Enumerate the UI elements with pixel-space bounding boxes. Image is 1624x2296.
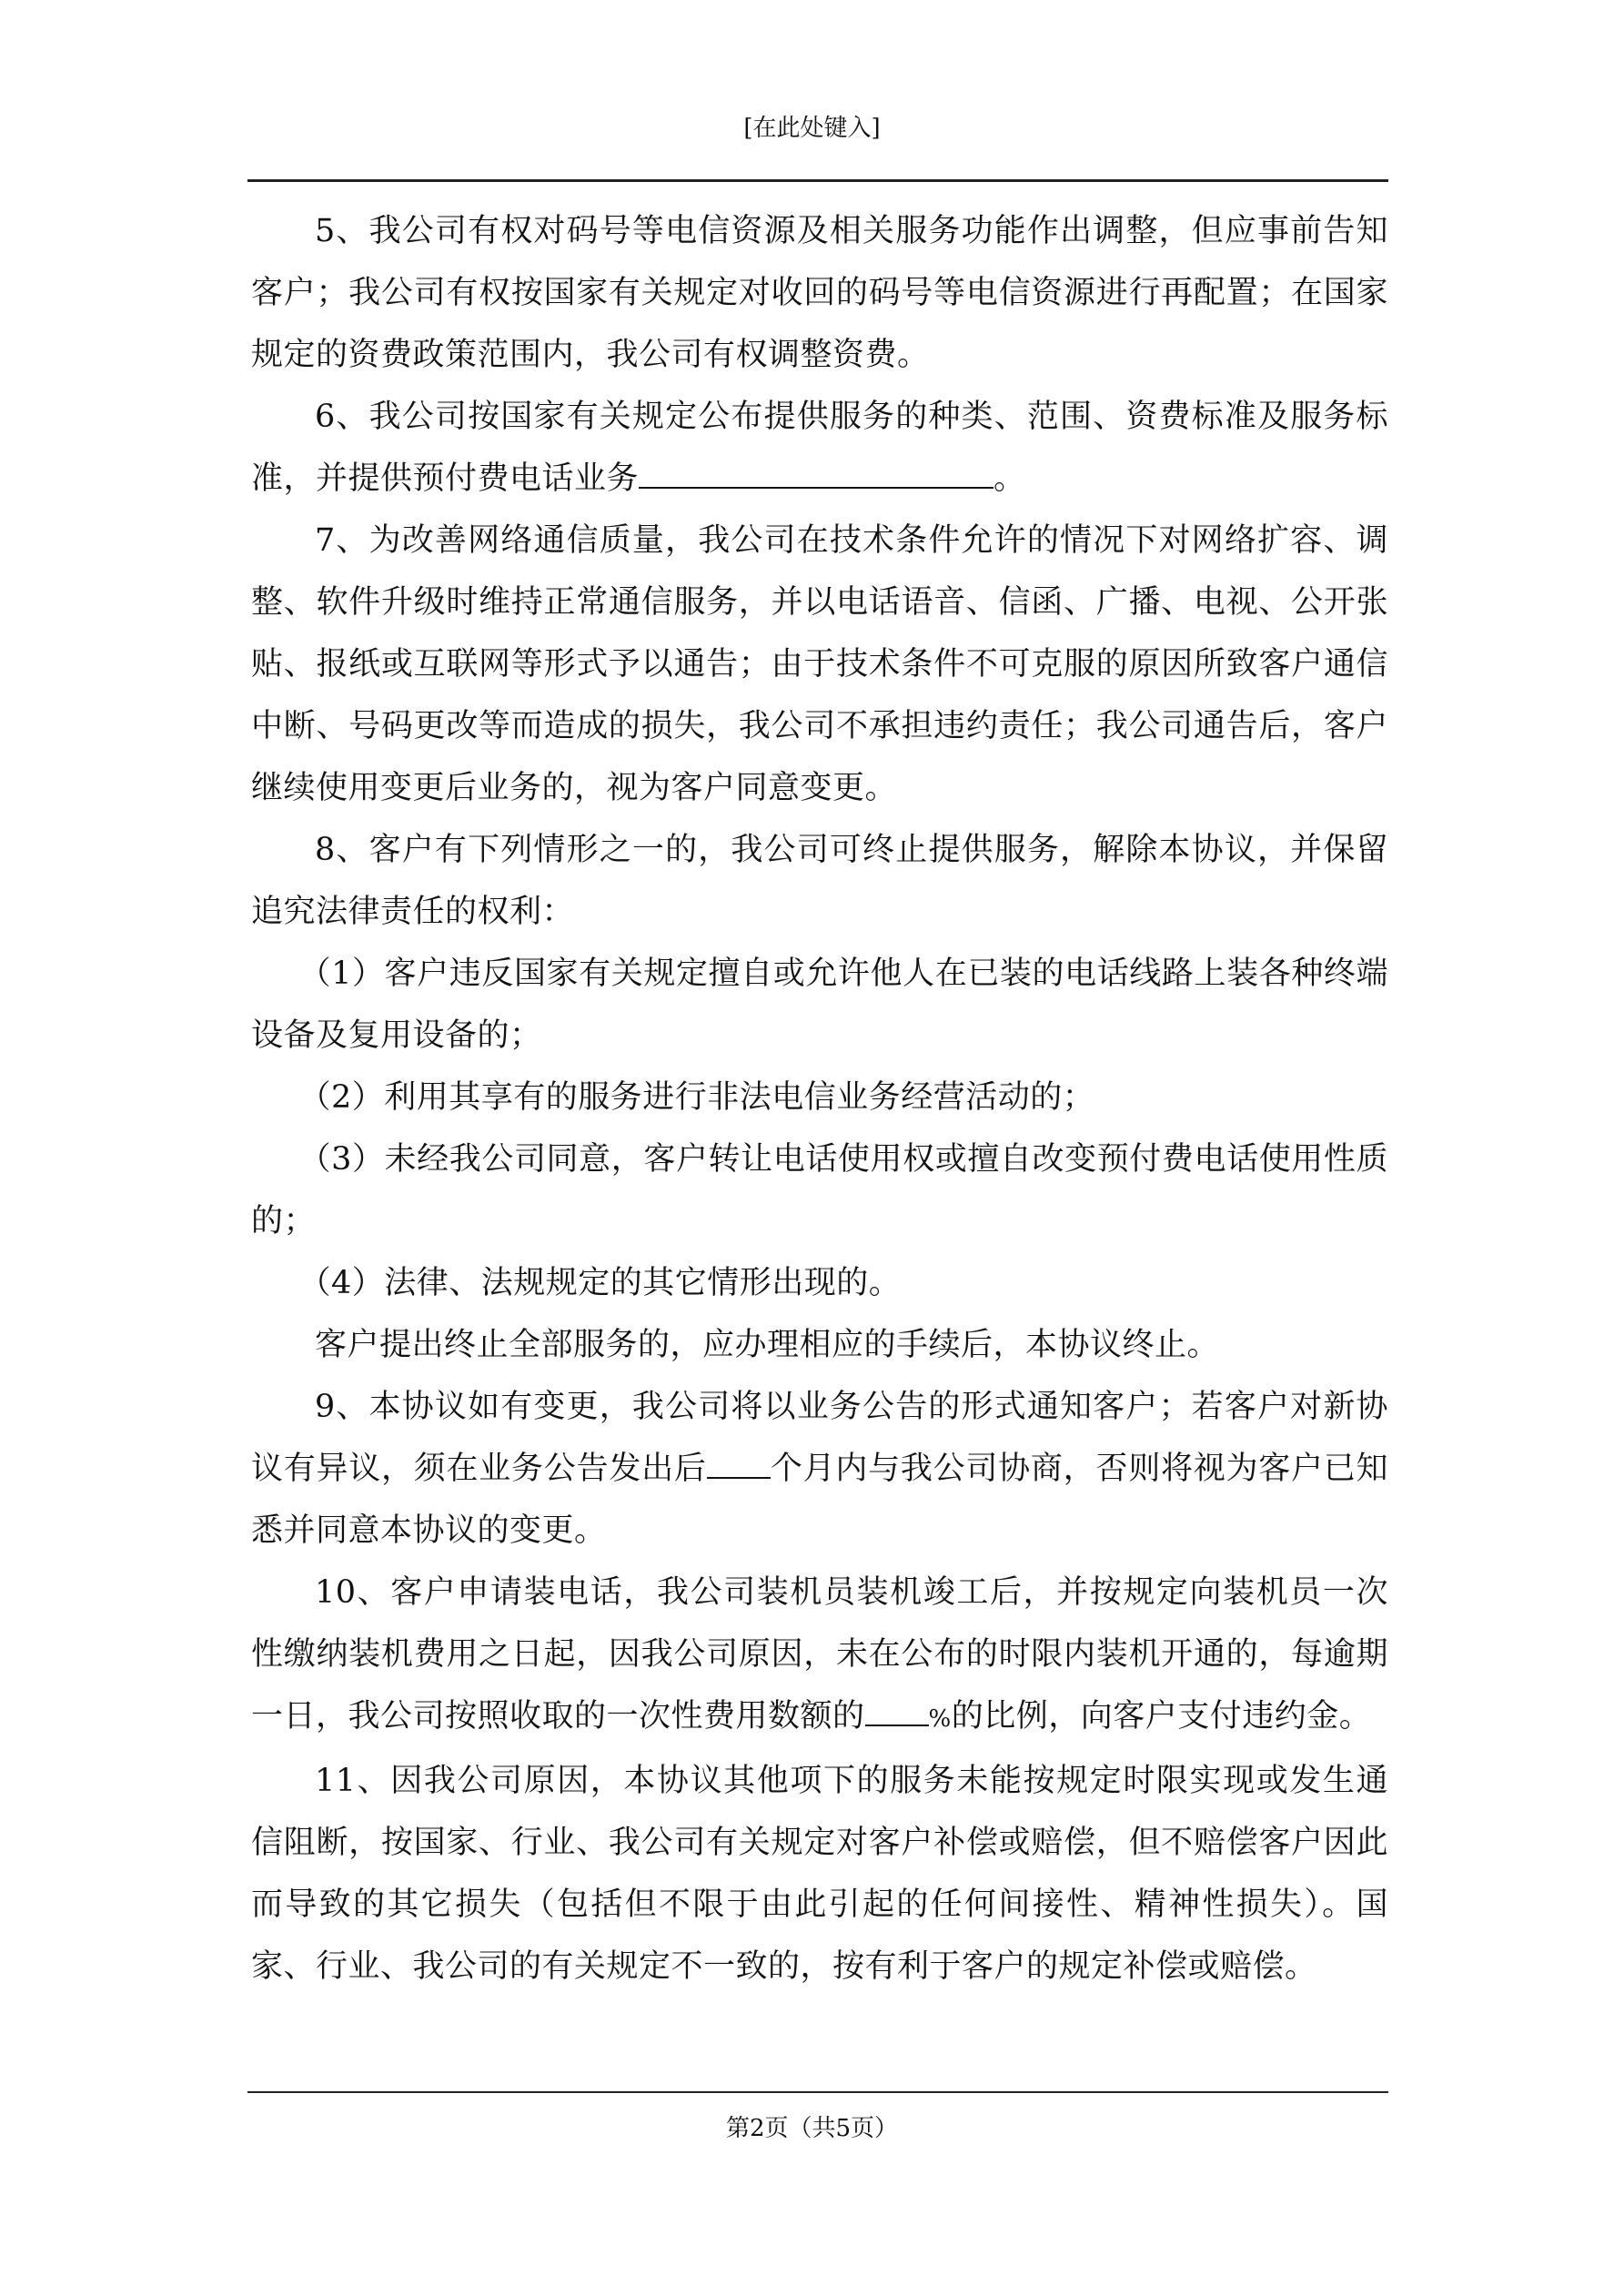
page-footer: 第2页（共5页）: [725, 2115, 899, 2142]
blank-field-percent: [865, 1691, 929, 1726]
clause-11: 11、因我公司原因，本协议其他项下的服务未能按规定时限实现或发生通信阻断，按国家、行业、我公司有关规定对客户补偿或赔偿，但不赔偿客户因此而导致的其它损失（包括但不限于由此引起的任何间接性、精神性损失）。国家、行业、我公司的有关规定不一致的，按有利于客户的规定补偿或赔偿。: [251, 1763, 1388, 1985]
clause-8: 8、客户有下列情形之一的，我公司可终止提供服务，解除本协议，并保留追究法律责任的权利：: [251, 832, 1388, 930]
page-header: [在此处键入]: [743, 115, 881, 142]
clause-8-item-2: （2）利用其享有的服务进行非法电信业务经营活动的；: [298, 1079, 1095, 1116]
blank-field-months: [707, 1443, 771, 1479]
clause-8-item-1: （1）客户违反国家有关规定擅自或允许他人在已装的电话线路上装各种终端设备及复用设备的；: [251, 956, 1388, 1054]
header-divider: [247, 179, 1388, 182]
clause-9-end: 个月内与我公司协商，否则将视为客户已知悉并同意本协议的变更。: [251, 1451, 1388, 1549]
clause-5: 5、我公司有权对码号等电信资源及相关服务功能作出调整，但应事前告知客户；我公司有权按国家有关规定对收回的码号等电信资源进行再配置；在国家规定的资费政策范围内，我公司有权调整资费。: [251, 213, 1388, 373]
document-body: [251, 200, 1388, 1998]
clause-8-closing: 客户提出终止全部服务的，应办理相应的手续后，本协议终止。: [315, 1327, 1220, 1363]
clause-10-text: 10、客户申请装电话，我公司装机员装机竣工后，并按规定向装机员一次性缴纳装机费用之日起，因我公司原因，未在公布的时限内装机开通的，每逾期一日，我公司按照收取的一次性费用数额的: [251, 1574, 1388, 1735]
clause-9: [251, 1376, 1388, 1562]
clause-9-text: 9、本协议如有变更，我公司将以业务公告的形式通知客户；若客户对新协议有异议，须在业务公告发出后: [251, 1389, 1388, 1487]
clause-10: [251, 1562, 1388, 1750]
blank-field-service: [639, 453, 994, 489]
footer-divider: [247, 2091, 1388, 2093]
clause-10-end: 的比例，向客户支付违约金。: [951, 1698, 1372, 1735]
clause-8-item-3: （3）未经我公司同意，客户转让电话使用权或擅自改变预付费电话使用性质的；: [251, 1141, 1388, 1239]
clause-6-text: 6、我公司按国家有关规定公布提供服务的种类、范围、资费标准及服务标准，并提供预付费电话业务: [251, 399, 1388, 497]
clause-6: [251, 386, 1388, 510]
percent-sign: %: [928, 1705, 952, 1733]
clause-8-item-4: （4）法律、法规规定的其它情形出现的。: [298, 1265, 902, 1301]
clause-6-end: 。: [994, 460, 1026, 497]
clause-7: 7、为改善网络通信质量，我公司在技术条件允许的情况下对网络扩容、调整、软件升级时维持正常通信服务，并以电话语音、信函、广播、电视、公开张贴、报纸或互联网等形式予以通告；由于技术条件不可克服的原因所致客户通信中断、号码更改等而造成的损失，我公司不承担违约责任；我公司通告后，客户继续使用变更后业务的，视为客户同意变更。: [251, 522, 1388, 806]
